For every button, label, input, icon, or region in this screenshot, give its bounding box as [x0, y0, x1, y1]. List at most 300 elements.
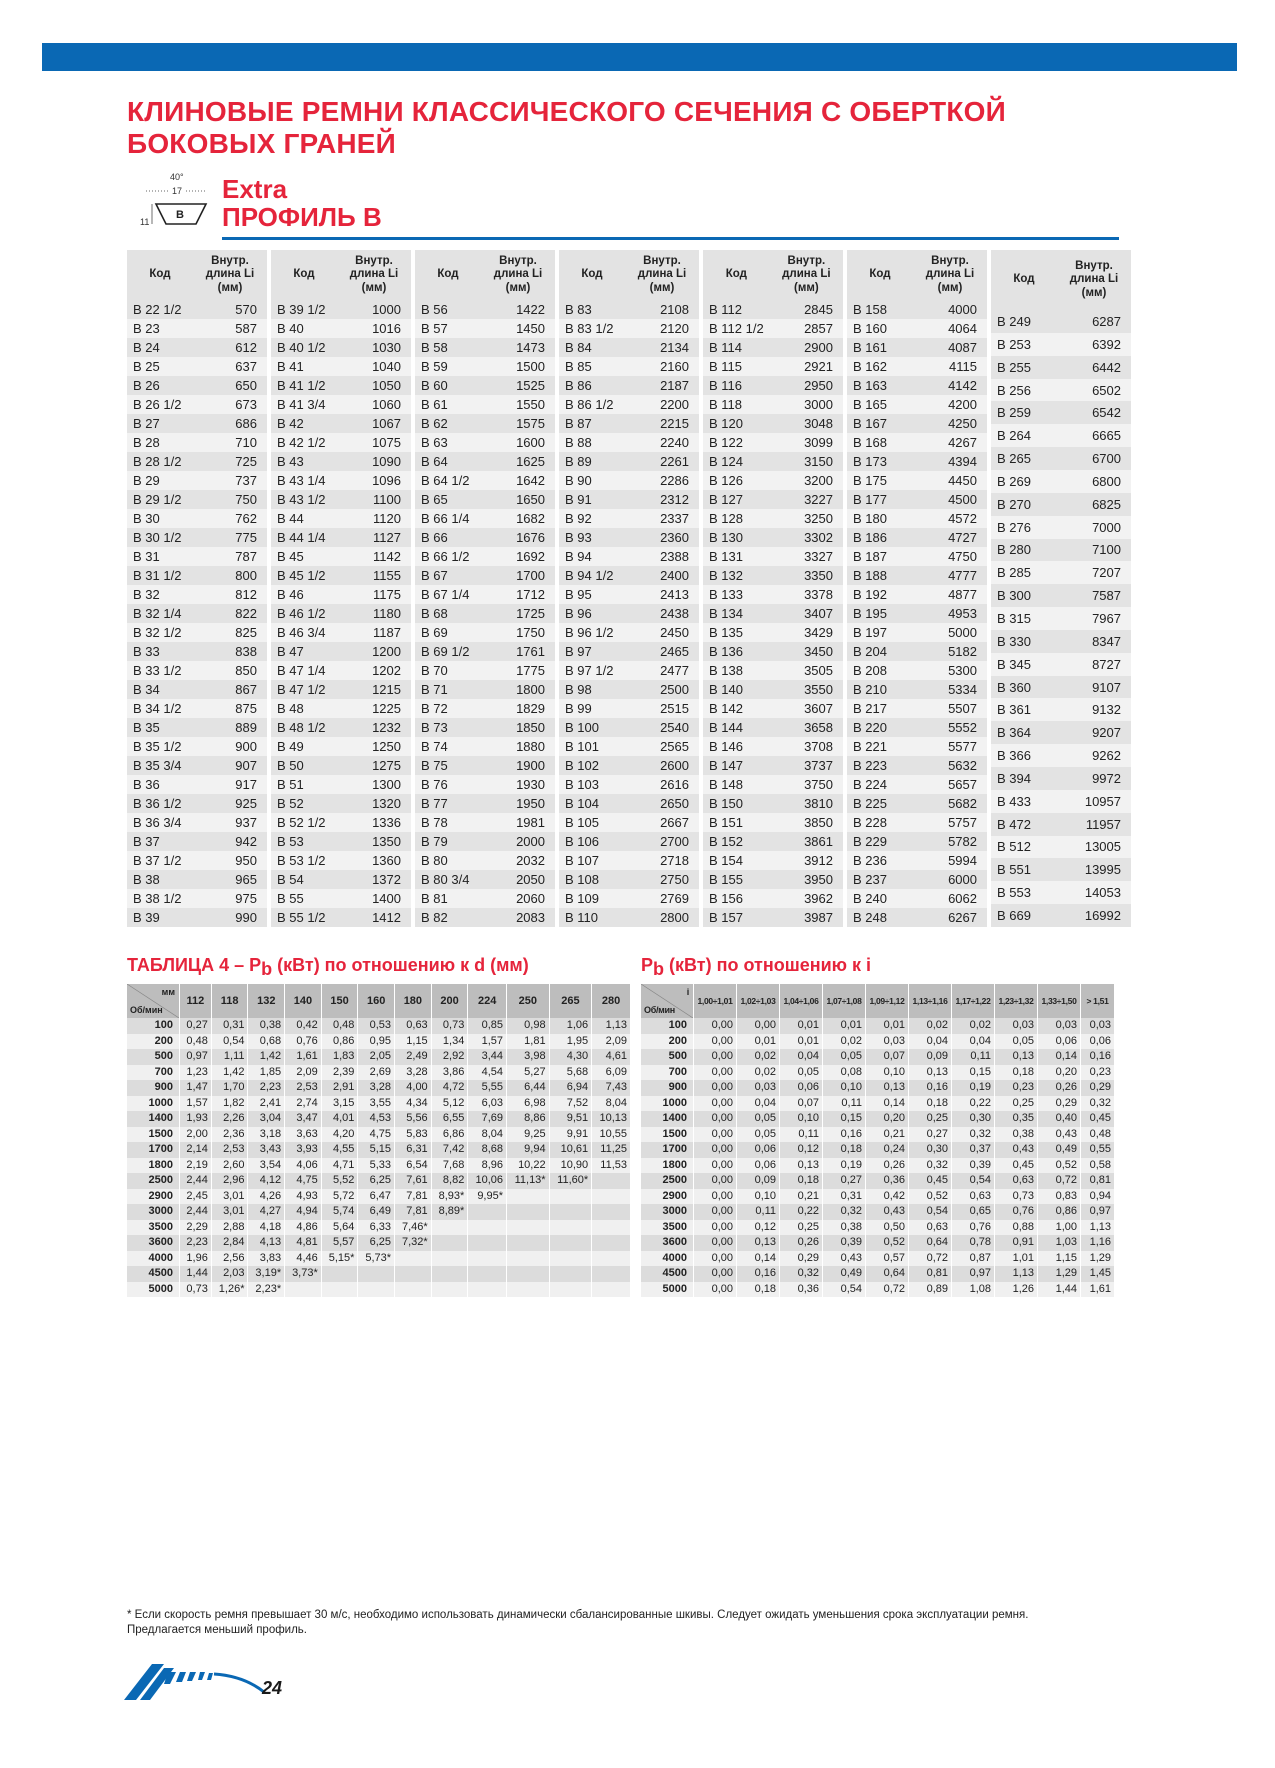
table-row — [415, 756, 555, 775]
table-row — [847, 680, 987, 699]
power-cell: 6,49 — [358, 1204, 395, 1220]
power-cell: 0,00 — [694, 1266, 737, 1282]
belt-length: 4877 — [913, 585, 987, 604]
belt-code: B 48 — [271, 699, 337, 718]
belt-length: 3429 — [770, 623, 843, 642]
belt-code: B 43 1/4 — [271, 471, 337, 490]
power-cell — [549, 1204, 592, 1220]
table-row — [991, 493, 1131, 516]
table-row — [127, 509, 267, 528]
belt-length: 787 — [193, 547, 267, 566]
power-cell: 0,11 — [823, 1096, 866, 1112]
belt-length: 5577 — [913, 737, 987, 756]
power-cell: 0,01 — [823, 1018, 866, 1034]
power-cell — [507, 1189, 550, 1205]
belt-code: B 155 — [703, 870, 770, 889]
table-row — [271, 680, 411, 699]
footnote: * Если скорость ремня превышает 30 м/с, необходимо использовать динамически сбалансированные шкивы. Следует ожидать уменьшения срока эксплуатации ремня. Предлагается меньший профиль. — [127, 1609, 1029, 1636]
power-cell: 0,05 — [737, 1111, 780, 1127]
belt-code: B 27 — [127, 414, 193, 433]
table-row — [847, 338, 987, 357]
power-cell: 0,83 — [1038, 1189, 1081, 1205]
belt-length: 7967 — [1057, 607, 1131, 630]
belt-code: B 67 1/4 — [415, 585, 481, 604]
power-cell: 0,76 — [995, 1204, 1038, 1220]
power-cell: 6,31 — [395, 1142, 432, 1158]
belt-length: 5000 — [913, 623, 987, 642]
power-cell — [321, 1266, 358, 1282]
table-row — [991, 333, 1131, 356]
column-header: 160 — [358, 984, 395, 1018]
power-cell: 0,15 — [952, 1065, 995, 1081]
power-cell — [285, 1282, 322, 1298]
power-cell: 0,10 — [866, 1065, 909, 1081]
belt-length: 3658 — [770, 718, 843, 737]
table-row — [559, 908, 699, 927]
power-cell: 5,33 — [358, 1158, 395, 1174]
belt-code: B 192 — [847, 585, 913, 604]
power-cell: 2,84 — [211, 1235, 248, 1251]
belt-code: B 59 — [415, 357, 481, 376]
belt-code: B 83 1/2 — [559, 319, 625, 338]
power-cell: 2,91 — [321, 1080, 358, 1096]
power-cell: 0,55 — [1081, 1142, 1115, 1158]
corner-header — [127, 984, 180, 1018]
power-cell: 1,42 — [248, 1049, 285, 1065]
power-cell: 2,29 — [180, 1220, 212, 1236]
table-row — [415, 604, 555, 623]
power-cell: 0,43 — [866, 1204, 909, 1220]
belt-code: B 210 — [847, 680, 913, 699]
table-row — [415, 813, 555, 832]
belt-length: 2050 — [481, 870, 555, 889]
belt-code: B 43 1/2 — [271, 490, 337, 509]
power-cell: 11,53 — [592, 1158, 631, 1174]
belt-length: 2515 — [625, 699, 699, 718]
icon-section: B — [176, 209, 184, 221]
column-header: 118 — [211, 984, 248, 1018]
power-cell: 8,68 — [468, 1142, 507, 1158]
power-cell: 4,12 — [248, 1173, 285, 1189]
power-cell: 3,43 — [248, 1142, 285, 1158]
belt-length: 925 — [193, 794, 267, 813]
belt-code: B 109 — [559, 889, 625, 908]
table-row — [559, 452, 699, 471]
power-cell: 0,31 — [211, 1018, 248, 1034]
belt-length: 7000 — [1057, 516, 1131, 539]
belt-code: B 197 — [847, 623, 913, 642]
belt-code: B 551 — [991, 858, 1057, 881]
belt-length: 2845 — [770, 300, 843, 319]
power-cell: 0,10 — [823, 1080, 866, 1096]
belt-code: B 107 — [559, 851, 625, 870]
belt-length: 2667 — [625, 813, 699, 832]
power-cell: 0,11 — [952, 1049, 995, 1065]
table-row — [847, 661, 987, 680]
power-cell: 0,04 — [909, 1034, 952, 1050]
power-cell: 2,03 — [211, 1266, 248, 1282]
table-row — [559, 756, 699, 775]
power-cell: 3,15 — [321, 1096, 358, 1112]
col-header-length: Внутр. длина Li (мм) — [770, 250, 843, 300]
icon-height: 11 — [140, 217, 150, 227]
power-cell: 4,53 — [358, 1111, 395, 1127]
power-cell: 0,54 — [823, 1282, 866, 1298]
table-row — [127, 376, 267, 395]
belt-length: 1060 — [337, 395, 411, 414]
power-cell: 0,22 — [952, 1096, 995, 1112]
belt-length: 1800 — [481, 680, 555, 699]
rpm-cell: 1000 — [641, 1096, 694, 1112]
table-row — [127, 794, 267, 813]
power-cell: 1,13 — [592, 1018, 631, 1034]
power-cell: 2,44 — [180, 1173, 212, 1189]
belt-code: B 276 — [991, 516, 1057, 539]
power-cell: 5,64 — [321, 1220, 358, 1236]
belt-length: 9107 — [1057, 676, 1131, 699]
belt-code: B 69 — [415, 623, 481, 642]
table-row — [559, 547, 699, 566]
table-row — [641, 1189, 1115, 1205]
table-row — [127, 1080, 631, 1096]
power-cell: 0,16 — [823, 1127, 866, 1143]
belt-code: B 45 — [271, 547, 337, 566]
power-cell — [592, 1235, 631, 1251]
belt-code: B 669 — [991, 904, 1057, 927]
power-cell: 0,14 — [737, 1251, 780, 1267]
column-header: 1,00÷1,01 — [694, 984, 737, 1018]
belt-code: B 63 — [415, 433, 481, 452]
table-row — [127, 452, 267, 471]
table-row — [703, 775, 843, 794]
table-row — [415, 338, 555, 357]
table-row — [991, 881, 1131, 904]
power-cell: 4,34 — [395, 1096, 432, 1112]
belt-length: 838 — [193, 642, 267, 661]
power-cell: 0,45 — [909, 1173, 952, 1189]
belt-length: 6825 — [1057, 493, 1131, 516]
power-cell: 0,97 — [180, 1049, 212, 1065]
power-cell: 2,56 — [211, 1251, 248, 1267]
power-cell: 0,43 — [823, 1251, 866, 1267]
table-row — [703, 433, 843, 452]
belt-code: B 300 — [991, 584, 1057, 607]
power-cell: 0,00 — [694, 1282, 737, 1298]
belt-length: 4115 — [913, 357, 987, 376]
power-cell: 0,64 — [909, 1235, 952, 1251]
power-cell: 0,02 — [823, 1034, 866, 1050]
belt-code: B 74 — [415, 737, 481, 756]
power-cell: 1,15 — [1038, 1251, 1081, 1267]
belt-length: 587 — [193, 319, 267, 338]
table-row — [271, 756, 411, 775]
belt-length: 942 — [193, 832, 267, 851]
power-cell: 0,03 — [737, 1080, 780, 1096]
belt-length: 1930 — [481, 775, 555, 794]
belt-length: 5182 — [913, 642, 987, 661]
column-header: 265 — [549, 984, 592, 1018]
power-cell: 0,00 — [694, 1034, 737, 1050]
power-cell: 0,18 — [823, 1142, 866, 1158]
table-row — [847, 699, 987, 718]
power-cell: 7,42 — [431, 1142, 468, 1158]
belt-table-7 — [991, 250, 1131, 927]
table-row — [127, 775, 267, 794]
power-cell: 0,11 — [780, 1127, 823, 1143]
table-row — [271, 699, 411, 718]
power-cell: 4,13 — [248, 1235, 285, 1251]
table-row — [127, 699, 267, 718]
col-header-length: Внутр. длина Li (мм) — [337, 250, 411, 300]
belt-length: 4142 — [913, 376, 987, 395]
belt-code: B 66 1/2 — [415, 547, 481, 566]
belt-length: 4500 — [913, 490, 987, 509]
table-row — [559, 585, 699, 604]
power-cell: 6,44 — [507, 1080, 550, 1096]
power-cell — [549, 1220, 592, 1236]
power-cell: 0,05 — [737, 1127, 780, 1143]
table-row — [559, 737, 699, 756]
belt-code: B 152 — [703, 832, 770, 851]
table-row — [847, 737, 987, 756]
table-row — [127, 1220, 631, 1236]
power-cell: 0,10 — [737, 1189, 780, 1205]
power-cell: 1,13 — [995, 1266, 1038, 1282]
table-row — [415, 471, 555, 490]
table-row — [271, 908, 411, 927]
belt-code: B 151 — [703, 813, 770, 832]
power-cell: 0,63 — [952, 1189, 995, 1205]
belt-code: B 68 — [415, 604, 481, 623]
belt-length: 2400 — [625, 566, 699, 585]
belt-code: B 35 — [127, 718, 193, 737]
power-cell: 8,89* — [431, 1204, 468, 1220]
belt-code: B 161 — [847, 338, 913, 357]
power-cell: 0,45 — [995, 1158, 1038, 1174]
table-row — [847, 756, 987, 775]
power-cell: 0,18 — [909, 1096, 952, 1112]
power-cell: 5,57 — [321, 1235, 358, 1251]
power-cell: 0,38 — [995, 1127, 1038, 1143]
belt-code: B 112 1/2 — [703, 319, 770, 338]
table-row — [271, 490, 411, 509]
col-header-code: Код — [991, 250, 1057, 310]
table-row — [703, 813, 843, 832]
belt-length: 2857 — [770, 319, 843, 338]
power-cell: 0,52 — [909, 1189, 952, 1205]
table-row — [703, 509, 843, 528]
belt-code: B 31 — [127, 547, 193, 566]
table-row — [991, 653, 1131, 676]
belt-code: B 30 — [127, 509, 193, 528]
power-cell: 0,11 — [737, 1204, 780, 1220]
table-row — [641, 1142, 1115, 1158]
power-cell — [507, 1204, 550, 1220]
belt-code: B 31 1/2 — [127, 566, 193, 585]
belt-length: 975 — [193, 889, 267, 908]
power-cell: 2,09 — [285, 1065, 322, 1081]
table-row — [641, 1282, 1115, 1298]
table-row — [641, 1111, 1115, 1127]
power-cell: 1,85 — [248, 1065, 285, 1081]
belt-length: 822 — [193, 604, 267, 623]
power-cell: 0,54 — [909, 1204, 952, 1220]
power-cell: 1,34 — [431, 1034, 468, 1050]
belt-length: 737 — [193, 471, 267, 490]
power-cell: 3,44 — [468, 1049, 507, 1065]
title-underline — [222, 237, 1119, 240]
belt-code: B 96 — [559, 604, 625, 623]
belt-code: B 36 1/2 — [127, 794, 193, 813]
table-row — [415, 528, 555, 547]
belt-length: 2950 — [770, 376, 843, 395]
table-row — [847, 642, 987, 661]
belt-code: B 120 — [703, 414, 770, 433]
power-cell: 0,01 — [780, 1018, 823, 1034]
power-cell: 3,63 — [285, 1127, 322, 1143]
belt-length: 1372 — [337, 870, 411, 889]
table-row — [991, 790, 1131, 813]
belt-length: 1175 — [337, 585, 411, 604]
belt-length: 907 — [193, 756, 267, 775]
power-cell: 2,53 — [285, 1080, 322, 1096]
power-cell: 0,00 — [694, 1049, 737, 1065]
belt-length: 3962 — [770, 889, 843, 908]
belt-profile-icon — [138, 172, 216, 242]
belt-code: B 46 1/2 — [271, 604, 337, 623]
power-cell: 0,95 — [358, 1034, 395, 1050]
belt-code: B 82 — [415, 908, 481, 927]
table-row — [641, 1251, 1115, 1267]
belt-code: B 224 — [847, 775, 913, 794]
power-cell: 7,46* — [395, 1220, 432, 1236]
belt-length: 1450 — [481, 319, 555, 338]
power-cell: 1,42 — [211, 1065, 248, 1081]
power-cell: 0,00 — [694, 1111, 737, 1127]
rpm-cell: 1400 — [127, 1111, 180, 1127]
power-cell — [358, 1282, 395, 1298]
column-header: 1,33÷1,50 — [1038, 984, 1081, 1018]
power-cell: 2,44 — [180, 1204, 212, 1220]
belt-code: B 136 — [703, 642, 770, 661]
belt-length: 2083 — [481, 908, 555, 927]
column-header: 1,17÷1,22 — [952, 984, 995, 1018]
profile-subtitle: ПРОФИЛЬ В — [222, 202, 382, 232]
power-cell: 0,32 — [823, 1204, 866, 1220]
power-cell — [431, 1220, 468, 1236]
table-row — [847, 851, 987, 870]
belt-length: 762 — [193, 509, 267, 528]
belt-length: 1000 — [337, 300, 411, 319]
power-cell: 6,86 — [431, 1127, 468, 1143]
table-row — [559, 870, 699, 889]
belt-length: 1625 — [481, 452, 555, 471]
table-row — [271, 319, 411, 338]
power-cell: 3,54 — [248, 1158, 285, 1174]
column-header: 224 — [468, 984, 507, 1018]
power-cell: 2,23 — [180, 1235, 212, 1251]
power-cell: 2,96 — [211, 1173, 248, 1189]
table-row — [415, 775, 555, 794]
belt-length: 650 — [193, 376, 267, 395]
belt-code: B 34 — [127, 680, 193, 699]
power-cell: 3,73* — [285, 1266, 322, 1282]
table-row — [127, 1158, 631, 1174]
belt-code: B 47 1/4 — [271, 661, 337, 680]
belt-code: B 165 — [847, 395, 913, 414]
col-header-code: Код — [703, 250, 770, 300]
belt-code: B 285 — [991, 561, 1057, 584]
belt-code: B 87 — [559, 414, 625, 433]
belt-code: B 32 1/4 — [127, 604, 193, 623]
belt-length: 6665 — [1057, 424, 1131, 447]
power-cell: 5,12 — [431, 1096, 468, 1112]
power-cell: 0,86 — [321, 1034, 358, 1050]
power-cell: 0,35 — [995, 1111, 1038, 1127]
belt-length: 6062 — [913, 889, 987, 908]
table-row — [847, 452, 987, 471]
power-cell: 0,13 — [780, 1158, 823, 1174]
power-cell: 1,23 — [180, 1065, 212, 1081]
power-cell: 4,01 — [321, 1111, 358, 1127]
table-row — [703, 319, 843, 338]
table-row — [703, 908, 843, 927]
belt-code: B 187 — [847, 547, 913, 566]
power-cell — [358, 1266, 395, 1282]
rpm-cell: 2900 — [127, 1189, 180, 1205]
column-header: 1,09÷1,12 — [866, 984, 909, 1018]
belt-length: 825 — [193, 623, 267, 642]
power-cell: 1,82 — [211, 1096, 248, 1112]
power-cell: 0,42 — [866, 1189, 909, 1205]
power-cell: 7,68 — [431, 1158, 468, 1174]
table-row — [127, 661, 267, 680]
table-row — [847, 794, 987, 813]
table-row — [559, 566, 699, 585]
belt-length: 6542 — [1057, 401, 1131, 424]
belt-length: 3950 — [770, 870, 843, 889]
belt-length: 3987 — [770, 908, 843, 927]
table-row — [271, 718, 411, 737]
power-cell: 4,75 — [285, 1173, 322, 1189]
belt-length: 1127 — [337, 528, 411, 547]
power-cell: 0,63 — [395, 1018, 432, 1034]
belt-code: B 157 — [703, 908, 770, 927]
table-row — [559, 661, 699, 680]
rpm-cell: 200 — [127, 1034, 180, 1050]
table-row — [703, 870, 843, 889]
power-cell: 0,54 — [952, 1173, 995, 1189]
belt-length: 1215 — [337, 680, 411, 699]
belt-code: B 131 — [703, 547, 770, 566]
rpm-cell: 3500 — [641, 1220, 694, 1236]
power-cell: 0,12 — [780, 1142, 823, 1158]
table-row — [847, 395, 987, 414]
power-cell: 0,72 — [1038, 1173, 1081, 1189]
belt-code: B 472 — [991, 813, 1057, 836]
power-cell: 0,04 — [952, 1034, 995, 1050]
table-row — [415, 357, 555, 376]
table-row — [991, 516, 1131, 539]
belt-length: 937 — [193, 813, 267, 832]
belt-code: B 73 — [415, 718, 481, 737]
power-cell: 7,32* — [395, 1235, 432, 1251]
belt-code: B 86 — [559, 376, 625, 395]
belt-code: B 72 — [415, 699, 481, 718]
power-cell: 5,72 — [321, 1189, 358, 1205]
belt-length: 3737 — [770, 756, 843, 775]
belt-code: B 104 — [559, 794, 625, 813]
